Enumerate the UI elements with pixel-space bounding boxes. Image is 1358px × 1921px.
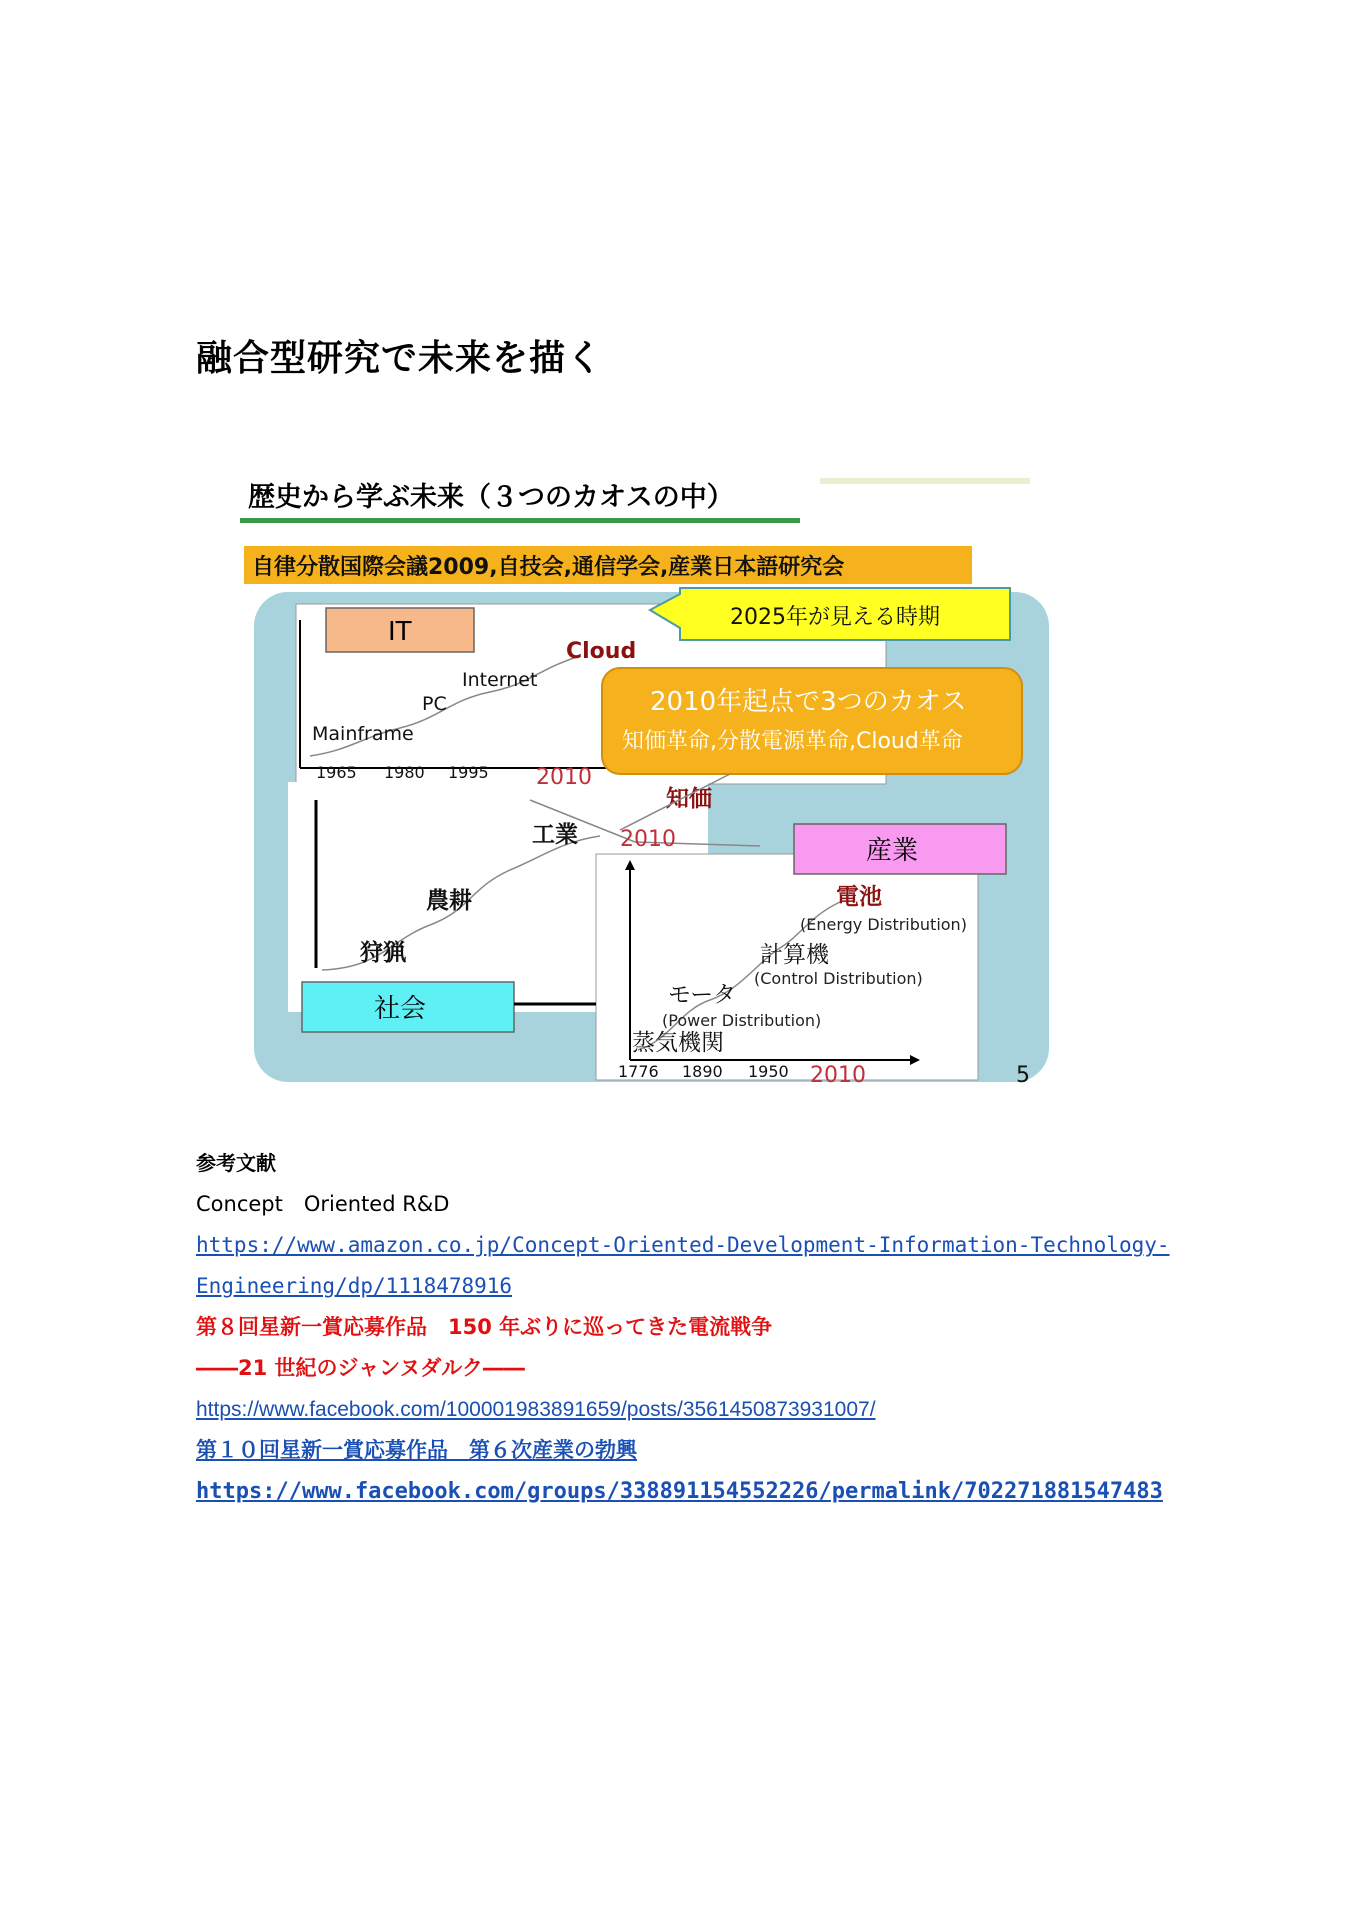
it-year-1965: 1965 [316, 763, 357, 782]
banner-text: 自律分散国際会議2009,自技会,通信学会,産業日本語研究会 [252, 555, 845, 580]
document-title: 融合型研究で未来を描く [196, 338, 604, 379]
it-year-2010: 2010 [536, 765, 592, 790]
industry-label: 産業 [866, 836, 919, 866]
book-link-part-2[interactable]: Engineering/dp/1118478916 [196, 1274, 513, 1298]
industry-series-motor-sub: (Power Distribution) [662, 1011, 822, 1030]
chika-label: 知価 [666, 786, 712, 812]
industry-year-1776: 1776 [618, 1062, 659, 1081]
industry-series-battery: 電池 [836, 884, 882, 910]
book-title: Concept Oriented R&D [196, 1192, 450, 1216]
figure-page-number: 5 [1016, 1063, 1030, 1088]
it-series-internet: Internet [462, 669, 538, 691]
it-series-cloud: Cloud [566, 639, 637, 664]
figure-svg [240, 470, 1060, 1095]
figure-heading: 歴史から学ぶ未来（３つのカオスの中） [248, 482, 734, 513]
industry-year-1890: 1890 [682, 1062, 723, 1081]
work2-link[interactable]: https://www.facebook.com/groups/338891154552226/permalink/702271881547483 [196, 1479, 1163, 1504]
references-section [196, 1143, 1296, 1512]
society-label: 社会 [374, 994, 427, 1024]
society-year-2010: 2010 [620, 827, 676, 852]
society-stage-farming: 農耕 [426, 888, 472, 914]
it-year-1980: 1980 [384, 763, 425, 782]
industry-year-1950: 1950 [748, 1062, 789, 1081]
work1-subtitle: ――21 世紀のジャンヌダルク―― [196, 1356, 525, 1380]
heading-accent [820, 478, 1030, 484]
it-year-1995: 1995 [448, 763, 489, 782]
chaos-subtitle: 知価革命,分散電源革命,Cloud革命 [622, 729, 963, 754]
work2-title[interactable]: 第１０回星新一賞応募作品 第６次産業の勃興 [196, 1438, 637, 1462]
industry-series-battery-sub: (Energy Distribution) [800, 915, 967, 934]
society-stage-industry: 工業 [532, 822, 578, 848]
work1-title: 第８回星新一賞応募作品 150 年ぶりに巡ってきた電流戦争 [196, 1315, 773, 1339]
industry-series-computer-sub: (Control Distribution) [754, 969, 923, 988]
work1-link[interactable]: https://www.facebook.com/100001983891659/posts/3561450873931007/ [196, 1398, 876, 1421]
it-series-mainframe: Mainframe [312, 723, 414, 745]
callout-yellow-text: 2025年が見える時期 [730, 605, 940, 630]
industry-year-2010: 2010 [810, 1063, 866, 1088]
book-link-part-1[interactable]: https://www.amazon.co.jp/Concept-Oriented-Development-Information-Technology- [196, 1233, 1170, 1257]
industry-series-computer: 計算機 [760, 942, 829, 968]
industry-series-motor: モータ [668, 982, 737, 1008]
references-heading: 参考文献 [196, 1151, 276, 1175]
history-future-figure [240, 470, 1060, 1095]
it-series-pc: PC [422, 693, 447, 715]
industry-series-steam: 蒸気機関 [632, 1030, 724, 1056]
chaos-title: 2010年起点で3つのカオス [650, 687, 967, 717]
it-label: IT [388, 617, 412, 647]
society-stage-hunting: 狩猟 [360, 940, 406, 966]
chaos-box [602, 668, 1022, 774]
heading-underline [240, 518, 800, 523]
